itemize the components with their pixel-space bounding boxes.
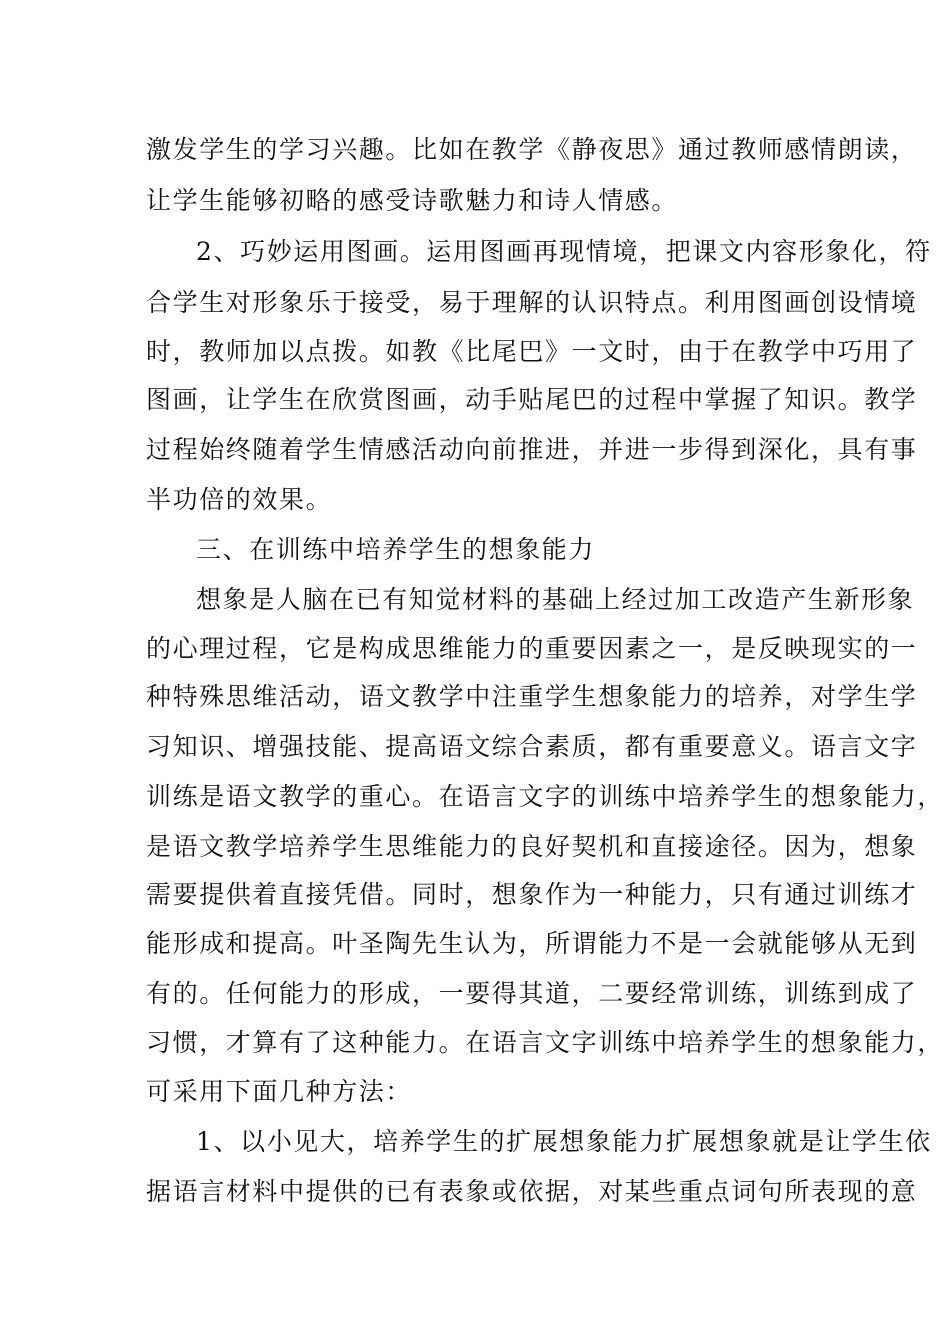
text-line-14: 训练是语文教学的重心。在语言文字的训练中培养学生的想象能力， (146, 782, 945, 811)
text-line-22: 据语言材料中提供的已有表象或依据，对某些重点词句所表现的意 (146, 1177, 918, 1206)
text-line-19: 习惯，才算有了这种能力。在语言文字训练中培养学生的想象能力， (146, 1028, 945, 1057)
text-line-11: 的心理过程，它是构成思维能力的重要因素之一，是反映现实的一 (146, 634, 918, 663)
text-line-20: 可采用下面几种方法： (146, 1077, 413, 1106)
text-line-12: 种特殊思维活动，语文教学中注重学生想象能力的培养，对学生学 (146, 682, 918, 711)
paragraph-start-line: 想象是人脑在已有知觉材料的基础上经过加工改造产生新形象 (196, 585, 915, 614)
text-line-4: 合学生对形象乐于接受，易于理解的认识特点。利用图画创设情境 (146, 288, 918, 317)
section-heading: 三、在训练中培养学生的想象能力 (196, 535, 596, 564)
text-line-7: 过程始终随着学生情感活动向前推进，并进一步得到深化，具有事 (146, 435, 918, 464)
paragraph-start-line: 2、巧妙运用图画。运用图画再现情境，把课文内容形象化，符 (196, 237, 932, 266)
text-line-18: 有的。任何能力的形成，一要得其道，二要经常训练，训练到成了 (146, 979, 918, 1008)
text-line-2: 让学生能够初略的感受诗歌魅力和诗人情感。 (146, 186, 679, 215)
text-line-16: 需要提供着直接凭借。同时，想象作为一种能力，只有通过训练才 (146, 880, 918, 909)
paragraph-start-line: 1、以小见大，培养学生的扩展想象能力扩展想象就是让学生依 (196, 1127, 932, 1156)
text-line-5: 时，教师加以点拨。如教《比尾巴》一文时，由于在教学中巧用了 (146, 337, 918, 366)
text-line-15: 是语文教学培养学生思维能力的良好契机和直接途径。因为，想象 (146, 832, 918, 861)
text-line-6: 图画，让学生在欣赏图画，动手贴尾巴的过程中掌握了知识。教学 (146, 385, 918, 414)
text-line-17: 能形成和提高。叶圣陶先生认为，所谓能力不是一会就能够从无到 (146, 929, 918, 958)
text-line-13: 习知识、增强技能、提高语文综合素质，都有重要意义。语言文字 (146, 732, 918, 761)
text-line-8: 半功倍的效果。 (146, 485, 333, 514)
text-line-1: 激发学生的学习兴趣。比如在教学《静夜思》通过教师感情朗读， (146, 135, 918, 164)
